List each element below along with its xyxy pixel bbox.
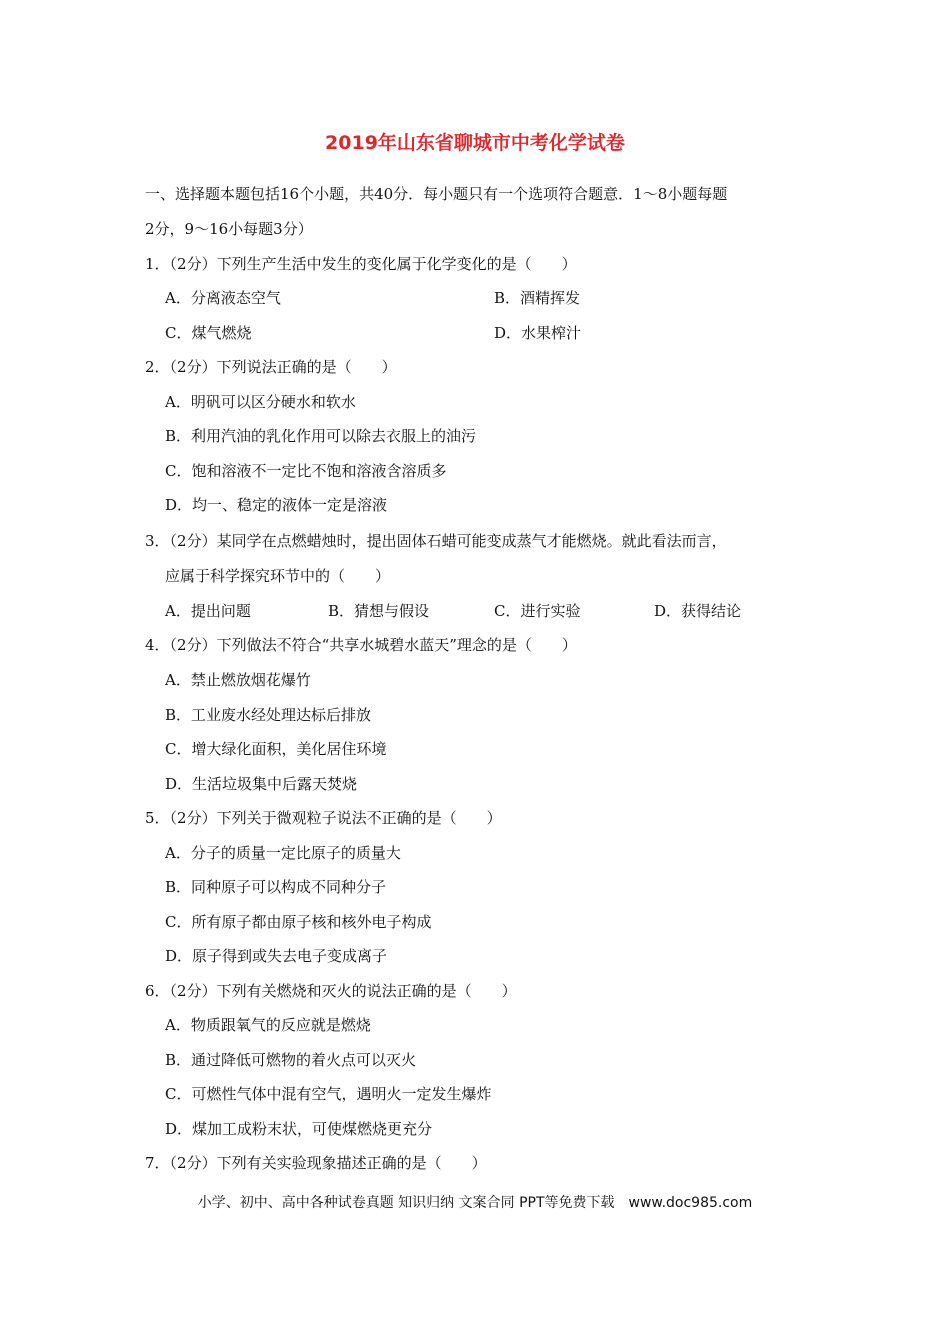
option-d: D．水果榨汁 <box>494 324 582 342</box>
option-a: A．分子的质量一定比原子的质量大 <box>165 844 401 862</box>
option-d: D．原子得到或失去电子变成离子 <box>165 947 388 965</box>
option-d: D．获得结论 <box>654 602 742 620</box>
option-d: D．均一、稳定的液体一定是溶液 <box>165 496 388 514</box>
option-c: C．增大绿化面积，美化居住环境 <box>165 740 387 758</box>
question-stem: 4．（2分）下列做法不符合“共享水城碧水蓝天”理念的是（ ） <box>145 636 577 654</box>
question-stem: 2．（2分）下列说法正确的是（ ） <box>145 358 397 376</box>
option-b: B．猜想与假设 <box>328 602 430 620</box>
option-a: A．物质跟氧气的反应就是燃烧 <box>165 1016 371 1034</box>
question-stem-continued: 应属于科学探究环节中的（ ） <box>165 567 391 585</box>
option-a: A．分离液态空气 <box>165 289 281 307</box>
option-b: B．通过降低可燃物的着火点可以灭火 <box>165 1051 417 1069</box>
option-c: C．饱和溶液不一定比不饱和溶液含溶质多 <box>165 462 447 480</box>
option-a: A．明矾可以区分硬水和软水 <box>165 393 356 411</box>
option-a: A．禁止燃放烟花爆竹 <box>165 671 311 689</box>
option-a: A．提出问题 <box>165 602 251 620</box>
option-b: B．利用汽油的乳化作用可以除去衣服上的油污 <box>165 427 477 445</box>
option-d: D．煤加工成粉末状，可使煤燃烧更充分 <box>165 1120 433 1138</box>
page-title: 2019年山东省聊城市中考化学试卷 <box>325 132 625 154</box>
section-intro-line-2: 2分，9～16小每题3分） <box>145 220 313 238</box>
option-c: C．所有原子都由原子核和核外电子构成 <box>165 913 432 931</box>
question-stem: 3．（2分）某同学在点燃蜡烛时，提出固体石蜡可能变成蒸气才能燃烧。就此看法而言， <box>145 532 727 550</box>
option-c: C．可燃性气体中混有空气，遇明火一定发生爆炸 <box>165 1085 492 1103</box>
option-b: B．酒精挥发 <box>494 289 581 307</box>
section-intro-line-1: 一、选择题本题包括16个小题，共40分．每小题只有一个选项符合题意．1～8小题每题 <box>145 185 728 203</box>
option-b: B．同种原子可以构成不同种分子 <box>165 878 387 896</box>
option-c: C．进行实验 <box>494 602 581 620</box>
option-c: C．煤气燃烧 <box>165 324 252 342</box>
footer-banner: 小学、初中、高中各种试卷真题 知识归纳 文案合同 PPT等免费下载 www.doc985.com <box>197 1195 753 1211</box>
option-d: D．生活垃圾集中后露天焚烧 <box>165 775 358 793</box>
question-stem: 1．（2分）下列生产生活中发生的变化属于化学变化的是（ ） <box>145 255 577 273</box>
question-stem: 7．（2分）下列有关实验现象描述正确的是（ ） <box>145 1154 487 1172</box>
option-b: B．工业废水经处理达标后排放 <box>165 706 372 724</box>
question-stem: 6．（2分）下列有关燃烧和灭火的说法正确的是（ ） <box>145 982 517 1000</box>
question-stem: 5．（2分）下列关于微观粒子说法不正确的是（ ） <box>145 809 502 827</box>
